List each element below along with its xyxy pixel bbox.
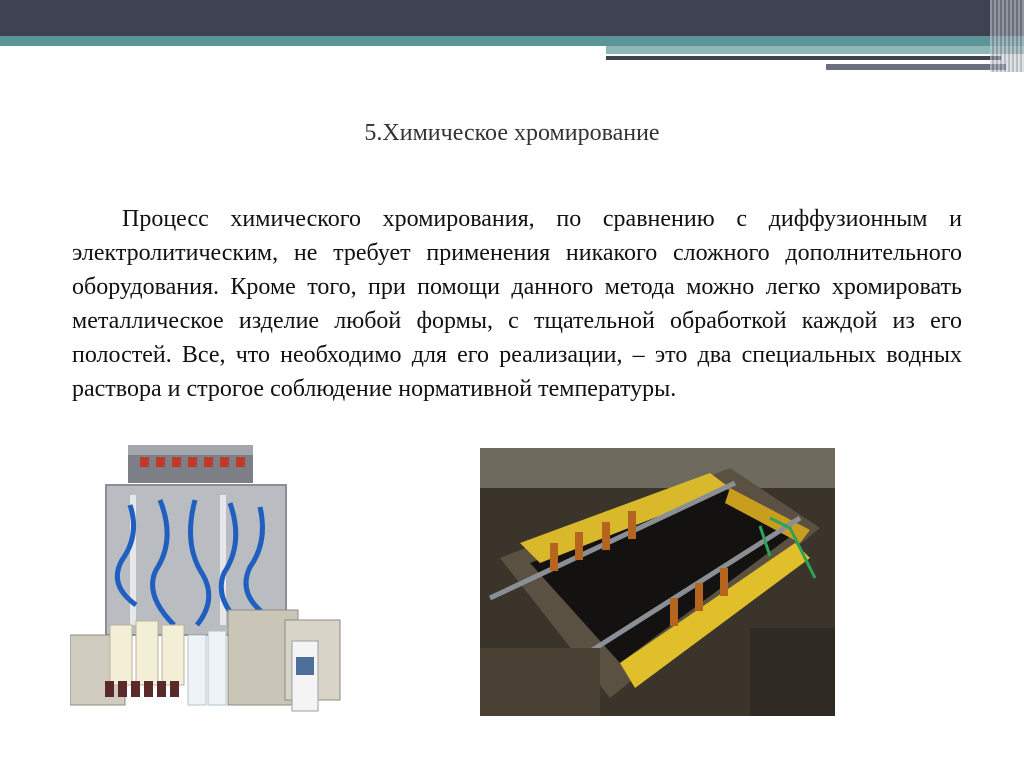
header-accent-stripe xyxy=(0,36,1024,46)
header-stripe xyxy=(826,64,1006,70)
slide-paragraph: Процесс химического хромирования, по сравнению с диффузионным и электролитическим, не требует применения никакого сложного дополнительного оборудования. Кроме того, при помощи данного метода можно легко хромировать металлическое изделие любой формы, с тщательной обработкой каждой из его полостей. Все, что необходимо для его реализации, – это два специальных водных раствора и строгое соблюдение нормативной температуры. xyxy=(72,206,962,402)
slide-title: 5.Химическое хромирование xyxy=(364,120,660,146)
header-corner-decoration xyxy=(990,0,1024,72)
header-bar xyxy=(0,0,1024,36)
plating-bath-image xyxy=(480,448,835,716)
header-stripe xyxy=(606,56,1001,60)
equipment-kit-image xyxy=(70,445,360,725)
header-stripe xyxy=(606,46,1024,54)
